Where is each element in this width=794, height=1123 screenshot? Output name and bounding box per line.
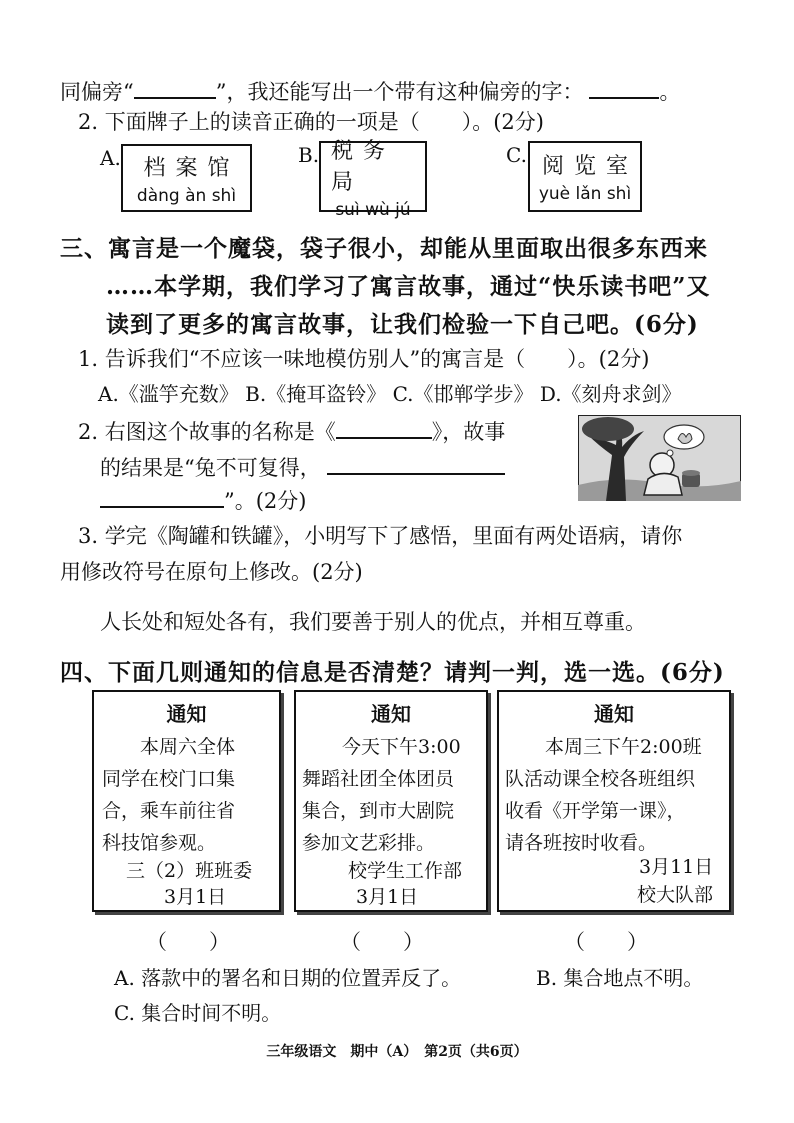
q2-option-b-letter: B. — [298, 143, 320, 167]
notice-3-line-1: 本周三下午2:00班 — [545, 736, 702, 758]
notice-1-answer-slot[interactable]: （ ） — [146, 930, 230, 954]
top-line-text-b: ”，我还能写出一个带有这种偏旁的字： — [215, 80, 584, 104]
notice-1-line-3: 合，乘车前往省 — [102, 800, 236, 822]
notice-2-line-1: 今天下午3:00 — [342, 736, 461, 758]
notice-1-date: 3月1日 — [164, 886, 227, 908]
notice-2-title: 通知 — [371, 702, 411, 726]
notice-3-date: 3月11日 — [639, 856, 714, 878]
s3-q2-line3-text: ”。(2分) — [224, 489, 307, 513]
notice-1-line-2: 同学在校门口集 — [102, 768, 236, 790]
notice-2-answer-slot[interactable]: （ ） — [340, 930, 424, 954]
s3-q2-line2 — [100, 452, 505, 482]
choice-c: C. 集合时间不明。 — [114, 1001, 282, 1025]
sign-c-pinyin: yuè lǎn shì — [538, 184, 632, 204]
top-line — [60, 76, 680, 106]
q2-stem: 2. 下面牌子上的读音正确的一项是（ ）。(2分) — [78, 110, 544, 134]
notice-2-date: 3月1日 — [356, 886, 419, 908]
notice-card-3 — [497, 690, 731, 912]
stump-top-icon — [682, 470, 700, 476]
notice-3-line-2: 队活动课全校各班组织 — [505, 768, 696, 790]
result-blank-2[interactable] — [100, 486, 224, 508]
notice-3-line-3: 收看《开学第一课》， — [505, 800, 686, 822]
choice-b: B. 集合地点不明。 — [536, 966, 704, 990]
s3-q3-sentence: 人长处和短处各有，我们要善于别人的优点，并相互尊重。 — [100, 610, 646, 634]
q2-sign-c — [528, 141, 642, 212]
notice-3-title: 通知 — [594, 702, 634, 726]
section3-heading-line2: ……本学期，我们学习了寓言故事，通过“快乐读书吧”又 — [106, 273, 711, 300]
choice-a: A. 落款中的署名和日期的位置弄反了。 — [114, 966, 462, 990]
s3-q2-line1-a: 2. 右图这个故事的名称是《 — [78, 420, 336, 444]
notice-3-line-4: 请各班按时收看。 — [505, 832, 658, 854]
tree-crown-icon — [582, 417, 634, 441]
q2-option-c-letter: C. — [506, 143, 527, 167]
s3-q1-options: A.《滥竽充数》 B.《掩耳盗铃》 C.《邯郸学步》 D.《刻舟求剑》 — [98, 382, 682, 406]
sign-b-hanzi: 税务局 — [331, 138, 396, 195]
notice-card-1 — [92, 690, 281, 912]
thought-dot-icon — [667, 450, 673, 456]
notice-2-line-2: 舞蹈社团全体团员 — [302, 768, 455, 790]
q2-sign-a — [121, 144, 252, 212]
notice-1-title: 通知 — [166, 702, 207, 726]
s3-q2-line3 — [100, 485, 306, 515]
char-blank[interactable] — [589, 77, 659, 99]
notice-3-signer: 校大队部 — [637, 884, 714, 906]
s3-q1-stem: 1. 告诉我们“不应该一味地模仿别人”的寓言是（ ）。(2分) — [78, 347, 650, 371]
notice-2-signer: 校学生工作部 — [348, 860, 463, 882]
q2-option-a-letter: A. — [100, 146, 121, 170]
result-blank-1[interactable] — [327, 453, 505, 475]
s3-q2-line2-text: 的结果是“兔不可复得， — [100, 456, 321, 480]
notice-1-line-1: 本周六全体 — [140, 736, 236, 758]
notice-1-signer: 三（2）班班委 — [126, 860, 253, 882]
story-illustration — [578, 415, 741, 501]
sign-c-hanzi: 阅览室 — [541, 154, 638, 179]
top-line-end: 。 — [659, 80, 681, 104]
q2-sign-b — [319, 138, 427, 220]
s3-q2-line1 — [78, 416, 505, 446]
page-footer: 三年级语文 期中（A） 第2页（共6页） — [266, 1044, 528, 1060]
s3-q3-line2: 用修改符号在原句上修改。(2分) — [60, 560, 363, 584]
section4-heading: 四、下面几则通知的信息是否清楚？请判一判，选一选。(6分) — [60, 659, 725, 686]
s3-q2-line1-b: 》，故事 — [431, 420, 506, 444]
notice-3-answer-slot[interactable]: （ ） — [564, 930, 648, 954]
top-line-text-a: 同偏旁“ — [60, 80, 134, 104]
notice-1-line-4: 科技馆参观。 — [102, 832, 217, 854]
sign-a-pinyin: dàng àn shì — [136, 185, 237, 206]
s3-q3-line1: 3. 学完《陶罐和铁罐》，小明写下了感悟，里面有两处语病，请你 — [78, 524, 683, 548]
story-name-blank[interactable] — [336, 417, 432, 439]
notice-2-line-3: 集合，到市大剧院 — [302, 800, 455, 822]
section3-heading-line3: 读到了更多的寓言故事，让我们检验一下自己吧。(6分) — [106, 311, 699, 338]
sign-b-pinyin: suì wù jú — [335, 199, 411, 220]
radical-blank[interactable] — [134, 77, 216, 99]
section3-heading-line1: 三、寓言是一个魔袋，袋子很小，却能从里面取出很多东西来 — [60, 235, 708, 262]
sign-a-hanzi: 档案馆 — [143, 155, 240, 181]
notice-card-2 — [294, 690, 488, 912]
notice-2-line-4: 参加文艺彩排。 — [302, 832, 436, 854]
